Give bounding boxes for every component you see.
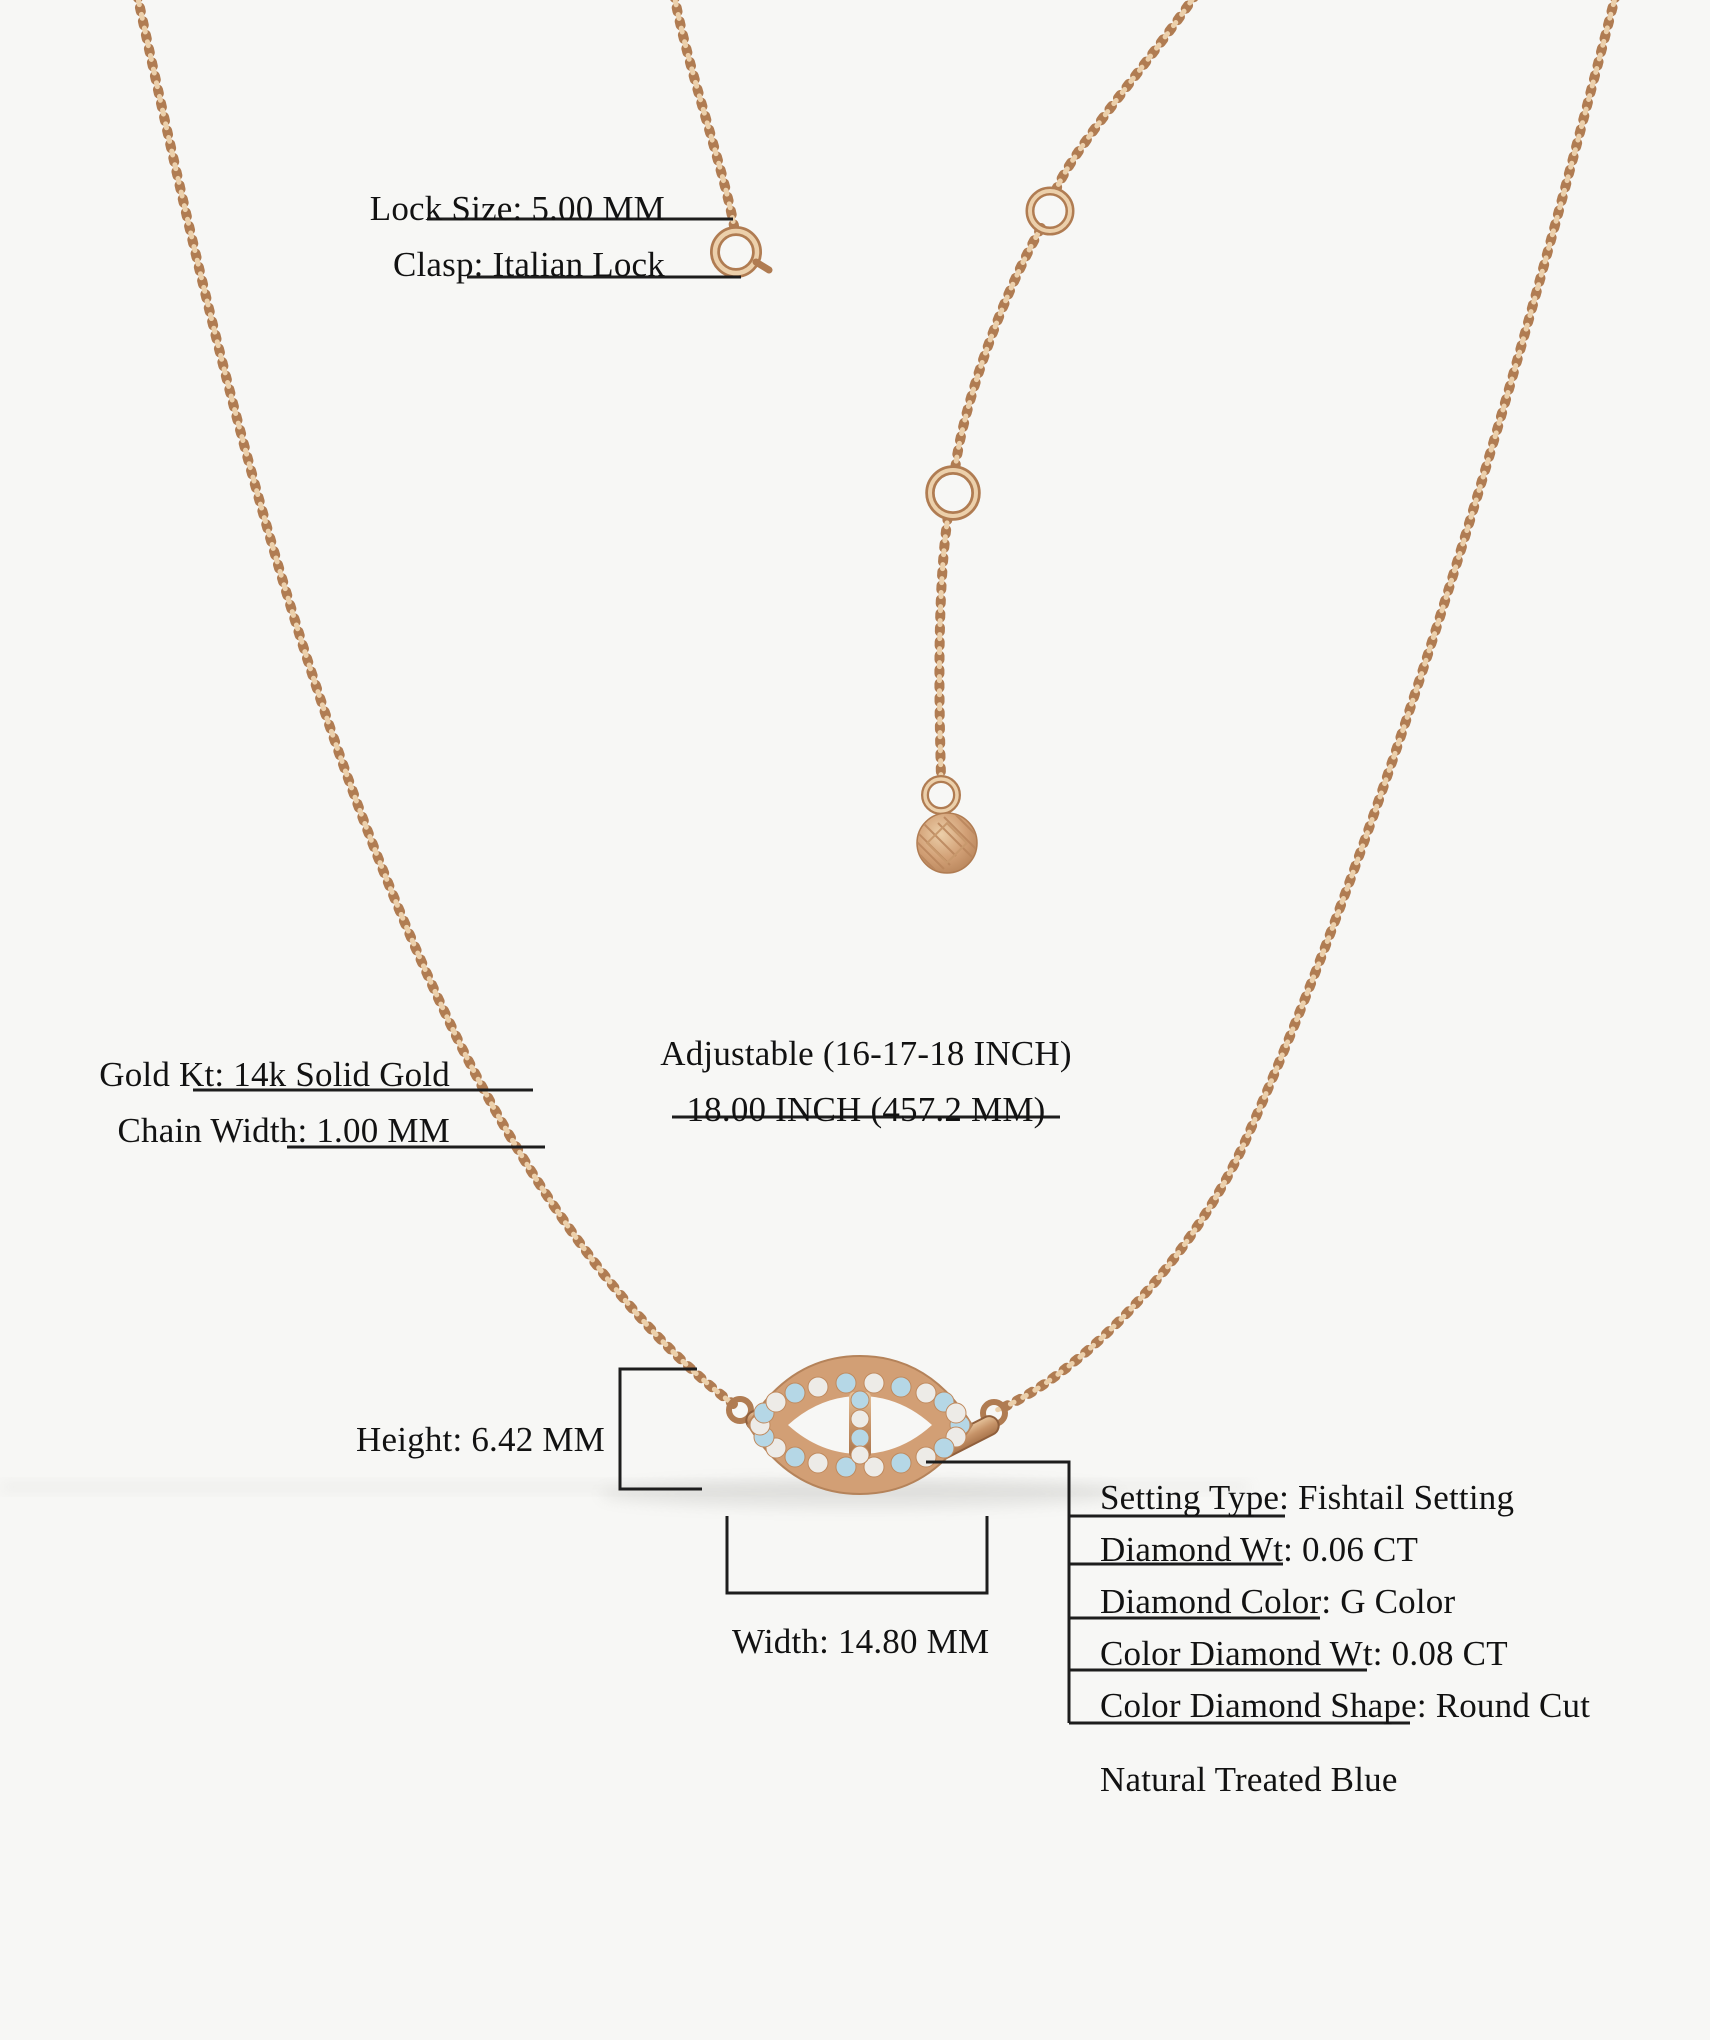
extender-ring-middle-icon bbox=[930, 470, 976, 516]
pendant bbox=[729, 1356, 1005, 1494]
extender-end-ring-icon bbox=[925, 779, 957, 811]
color-note-label: Natural Treated Blue bbox=[1100, 1760, 1398, 1799]
clasp-strand bbox=[674, 0, 734, 226]
height-label: Height: 6.42 MM bbox=[356, 1420, 605, 1459]
chain-spec-block bbox=[99, 1047, 450, 1159]
length-label: 18.00 INCH (457.2 MM) bbox=[686, 1090, 1046, 1129]
color-diamond-wt-label: Color Diamond Wt: 0.08 CT bbox=[1100, 1634, 1508, 1673]
chain-width-label: Chain Width: 1.00 MM bbox=[117, 1111, 450, 1150]
extender-strand bbox=[939, 0, 1196, 777]
diamond-color-label: Diamond Color: G Color bbox=[1100, 1582, 1456, 1621]
diamond-spec-block bbox=[1100, 1472, 1590, 1732]
color-diamond-shape-label: Color Diamond Shape: Round Cut bbox=[1100, 1686, 1591, 1725]
width-label: Width: 14.80 MM bbox=[732, 1622, 990, 1661]
lock-size-label: Lock Size: 5.00 MM bbox=[369, 189, 665, 228]
length-spec-block bbox=[616, 1026, 1116, 1138]
clasp-spec-block bbox=[370, 181, 665, 293]
diamond-wt-label: Diamond Wt: 0.06 CT bbox=[1100, 1530, 1419, 1569]
clasp-label: Clasp: Italian Lock bbox=[392, 245, 665, 284]
width-bracket bbox=[727, 1516, 987, 1593]
gold-kt-label: Gold Kt: 14k Solid Gold bbox=[99, 1055, 450, 1094]
brand-medallion-icon bbox=[915, 805, 983, 873]
extender-ring-top-icon bbox=[1030, 191, 1070, 231]
spring-ring-clasp-icon bbox=[715, 231, 769, 273]
chain-right-strand bbox=[997, 0, 1616, 1410]
height-bracket bbox=[620, 1369, 702, 1489]
adjustable-label: Adjustable (16-17-18 INCH) bbox=[660, 1034, 1072, 1073]
surface-shadow bbox=[0, 1480, 1250, 1508]
setting-type-label: Setting Type: Fishtail Setting bbox=[1100, 1478, 1515, 1517]
